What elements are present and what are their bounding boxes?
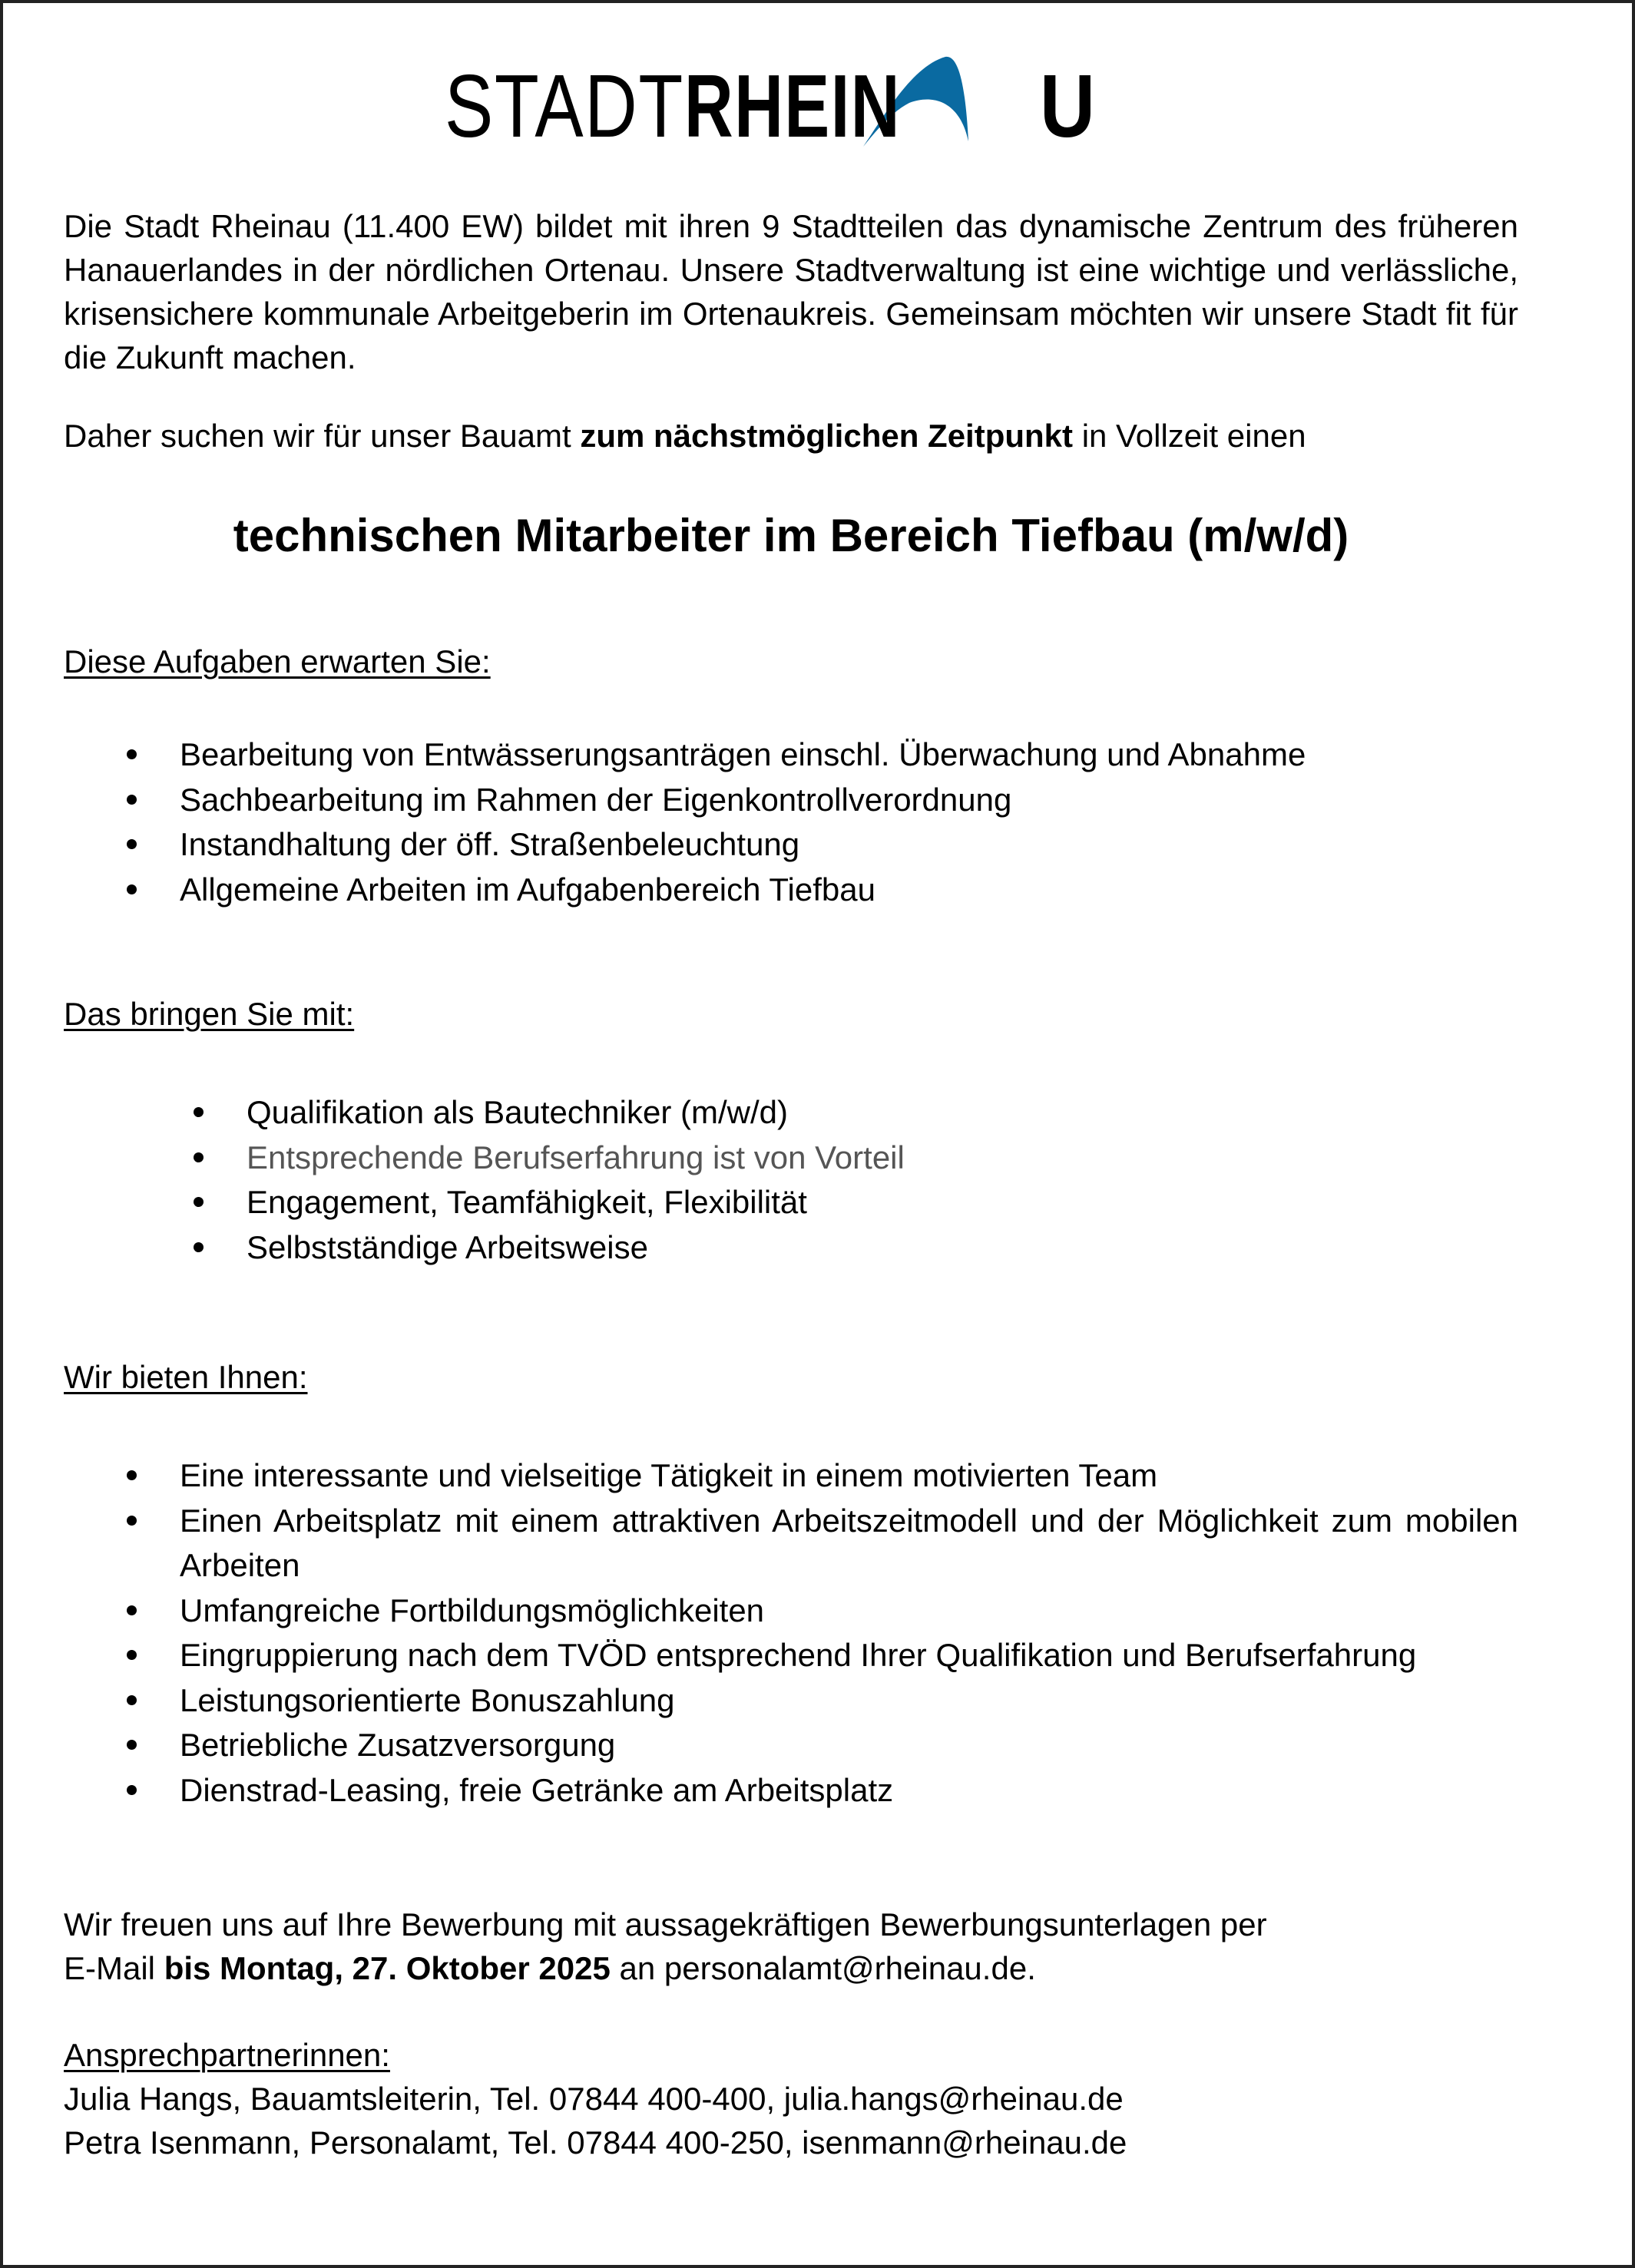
closing-paragraph [64,1903,1518,1990]
search-sentence [64,414,1518,458]
contact-line-julia-hangs: Julia Hangs, Bauamtsleiterin, Tel. 07844 400-400, julia.hangs@rheinau.de [64,2081,1124,2117]
list-item [180,1678,1518,1724]
closing-line1: Wir freuen uns auf Ihre Bewerbung mit aussagekräftigen Bewerbungsunterlagen per [64,1906,1267,1942]
list-item-text: Eine interessante und vielseitige Tätigkeit in einem motivierten Team [180,1457,1158,1493]
logo-text-bold: RHEIN [684,56,901,154]
list-item [180,1499,1518,1589]
closing-middle: an [610,1950,664,1986]
list-item-text: Leistungsorientierte Bonuszahlung [180,1681,675,1718]
svg-text:STADTRHEIN [445,56,901,154]
bullet-icon [194,1197,204,1207]
offer-heading-text: Wir bieten Ihnen: [64,1359,308,1395]
bullet-icon [127,795,137,805]
intro-paragraph: Die Stadt Rheinau (11.400 EW) bildet mit ihren 9 Stadtteilen das dynamische Zentrum des früheren Hanauerlandes in der nördlichen Ortenau. Unsere Stadtverwaltung ist eine wichtige und verlässliche, krisensichere kommunale Arbeitgeberin im Ortenaukreis. Gemeinsam möchten wir unsere Stadt fit für die Zukunft machen. [64,208,1518,375]
bullet-icon [127,749,137,759]
requirements-list [247,1090,1518,1270]
list-item [180,1453,1518,1499]
bullet-icon [127,1695,137,1705]
list-item [180,732,1518,778]
bullet-icon [194,1107,204,1117]
bullet-icon [127,1470,137,1480]
search-prefix: Daher suchen wir für unser Bauamt [64,418,581,454]
search-suffix: in Vollzeit einen [1073,418,1306,454]
list-item [247,1090,1518,1136]
bullet-icon [127,1516,137,1526]
list-item-text: Einen Arbeitsplatz mit einem attraktiven Arbeitszeitmodell und der Möglichkeit zum mobilen Arbeiten [180,1502,1518,1583]
requirements-heading [64,992,1518,1036]
list-item-text: Instandhaltung der öff. Straßenbeleuchtung [180,826,800,862]
list-item-text: Umfangreiche Fortbildungsmöglichkeiten [180,1592,765,1628]
list-item-text-muted: Entsprechende Berufserfahrung ist von Vorteil [247,1139,905,1175]
list-item [180,778,1518,823]
list-item-text: Sachbearbeitung im Rahmen der Eigenkontrollverordnung [180,781,1012,818]
contacts-block [64,2033,1518,2164]
list-item-text: Betriebliche Zusatzversorgung [180,1727,616,1763]
list-item-text: Qualifikation als Bautechniker (m/w/d) [247,1094,788,1130]
search-timing: zum nächstmöglichen Zeitpunkt [580,418,1074,454]
list-item [180,1768,1518,1813]
closing-suffix: . [1027,1950,1036,1986]
application-deadline: bis Montag, 27. Oktober 2025 [164,1950,611,1986]
list-item [247,1180,1518,1225]
stadt-rheinau-logo [445,51,1136,154]
logo-text-light: STADT [445,56,684,154]
job-title: technischen Mitarbeiter im Bereich Tiefbau (m/w/d) [233,510,1349,561]
bullet-icon [127,1650,137,1660]
list-item [247,1136,1518,1181]
list-item [180,822,1518,868]
list-item-text: Eingruppierung nach dem TVÖD entsprechend Ihrer Qualifikation und Berufserfahrung [180,1637,1417,1673]
requirements-heading-text: Das bringen Sie mit: [64,996,355,1032]
tasks-heading-text: Diese Aufgaben erwarten Sie: [64,643,491,679]
bullet-icon [194,1242,204,1252]
application-email-link[interactable]: personalamt@rheinau.de [664,1950,1028,1986]
list-item [180,1633,1518,1678]
bullet-icon [127,1740,137,1750]
bullet-icon [127,839,137,849]
list-item-text: Allgemeine Arbeiten im Aufgabenbereich Tiefbau [180,871,875,908]
tasks-list [180,732,1518,912]
offer-list [180,1453,1518,1813]
list-item-text: Bearbeitung von Entwässerungsanträgen einschl. Überwachung und Abnahme [180,736,1306,772]
list-item [247,1225,1518,1271]
list-item [180,1723,1518,1768]
bullet-icon [127,884,137,894]
list-item-text: Selbstständige Arbeitsweise [247,1228,648,1265]
list-item-text: Dienstrad-Leasing, freie Getränke am Arbeitsplatz [180,1771,894,1808]
list-item-text: Engagement, Teamfähigkeit, Flexibilität [247,1184,807,1220]
closing-prefix: E-Mail [64,1950,164,1986]
offer-heading [64,1355,1518,1399]
contacts-heading: Ansprechpartnerinnen: [64,2037,390,2073]
bullet-icon [127,1785,137,1795]
contact-line-petra-isenmann: Petra Isenmann, Personalamt, Tel. 07844 400-250, isenmann@rheinau.de [64,2124,1127,2161]
logo-text-u: U [1040,56,1095,154]
bullet-icon [127,1605,137,1615]
list-item [180,868,1518,913]
bullet-icon [194,1152,204,1162]
tasks-heading [64,640,1518,683]
list-item [180,1589,1518,1634]
